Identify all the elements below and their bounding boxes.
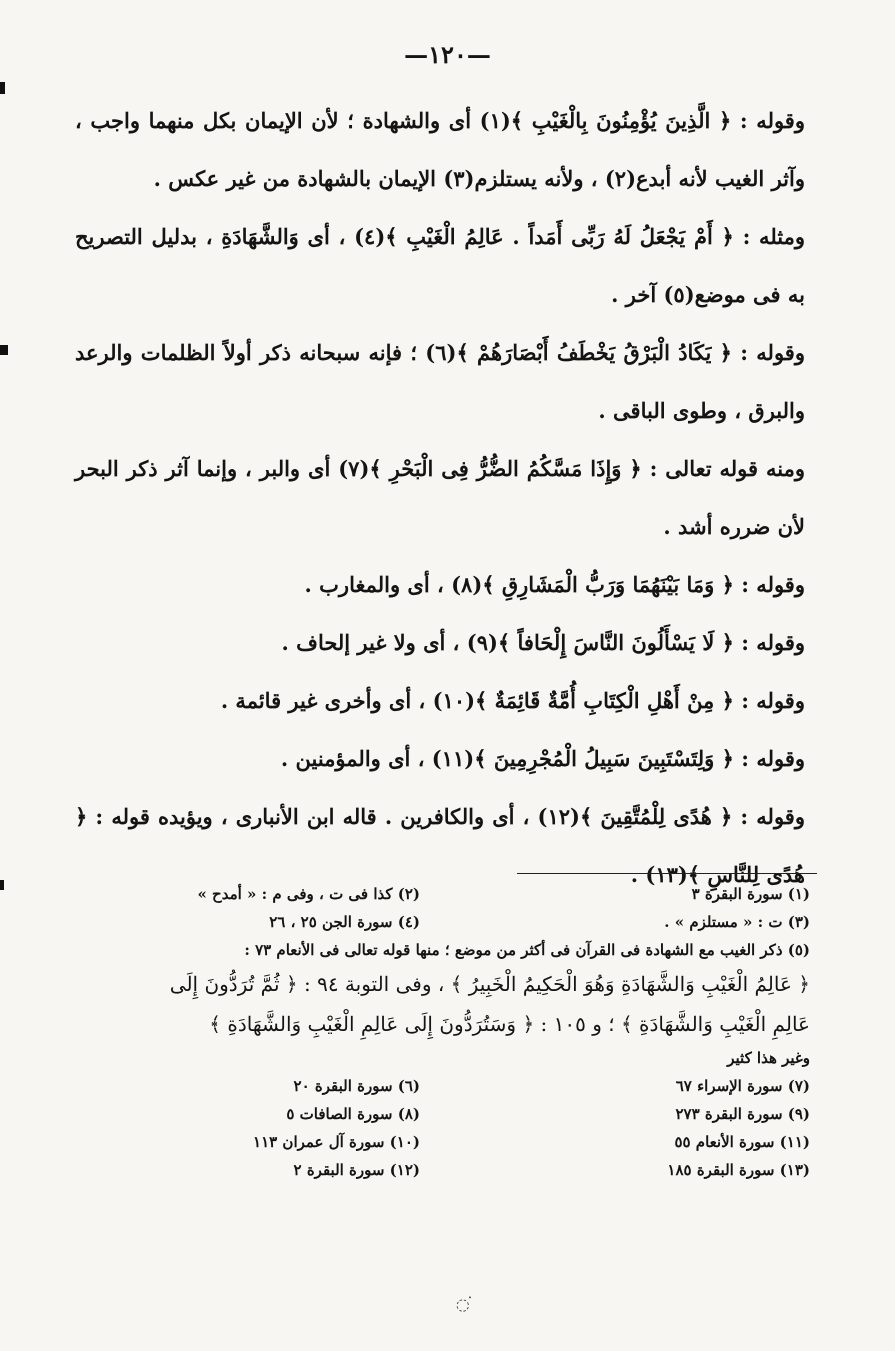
page-number: —١٢٠—: [404, 40, 491, 69]
footnote: (٢) كذا فى ت ، وفى م : « أمدح »: [197, 885, 420, 903]
footnote-verse: ﴿ عَالِمُ الْغَيْبِ وَالشَّهَادَةِ وَهُوَ الْحَكِيمُ الْخَبِيرُ ﴾ ، وفى التوبة ٩٤ : ﴿ ثُمَّ تُرَدُّونَ إِلَى: [169, 972, 810, 996]
footnote: (٤) سورة الجن ٢٥ ، ٢٦: [269, 913, 420, 931]
footnote: (٣) ت : « مستلزم » .: [664, 913, 810, 931]
paragraph: وقوله : ﴿ وَلِتَسْتَبِينَ سَبِيلُ الْمُجْرِمِينَ ﴾(١١) ، أى والمؤمنين .: [280, 746, 805, 771]
scan-edge-mark: [0, 82, 5, 94]
footnote: (٥) ذكر الغيب مع الشهادة فى القرآن فى أكثر من موضع ؛ منها قوله تعالى فى الأنعام ٧٣ :: [244, 941, 810, 959]
footnotes: [70, 880, 810, 1184]
paragraph: وقوله : ﴿ يَكَادُ الْبَرْقُ يَخْطَفُ أَبْصَارَهُمْ ﴾(٦) ؛ فإنه سبحانه ذكر أولاً الظلمات والرعد والبرق ، وطوى الباقى .: [75, 340, 805, 423]
footnote: (١١) سورة الأنعام ٥٥: [674, 1133, 810, 1151]
paragraph: وقوله : ﴿ وَمَا بَيْنَهُمَا وَرَبُّ الْمَشَارِقِ ﴾(٨) ، أى والمغارب .: [304, 572, 805, 597]
library-stamp: ◌ॱ: [452, 1291, 477, 1316]
footnote: (١) سورة البقرة ٣: [691, 885, 810, 903]
paragraph: ومنه قوله تعالى : ﴿ وَإِذَا مَسَّكُمُ الضُّرُّ فِى الْبَحْرِ ﴾(٧) أى والبر ، وإنما آثر ذكر البحر لأن ضرره أشد .: [75, 456, 806, 539]
paragraph: وقوله : ﴿ الَّذِينَ يُؤْمِنُونَ بِالْغَيْبِ ﴾(١) أى والشهادة ؛ لأن الإيمان بكل منهما واجب ، وآثر الغيب لأنه أبدع(٢) ، ولأنه يستلزم(٣) الإيمان بالشهادة من غير عكس .: [75, 108, 805, 191]
paragraph: وقوله : ﴿ لَا يَسْأَلُونَ النَّاسَ إِلْحَافاً ﴾(٩) ، أى ولا غير إلحاف .: [281, 630, 805, 655]
footnote: (٩) سورة البقرة ٢٧٣: [675, 1105, 810, 1123]
footnote: (٧) سورة الإسراء ٦٧: [675, 1077, 810, 1095]
footnote-verse: عَالِمِ الْغَيْبِ وَالشَّهَادَةِ ﴾ ؛ و ١٠٥ : ﴿ وَسَتُرَدُّونَ إِلَى عَالِمِ الْغَيْبِ وَالشَّهَادَةِ ﴾: [209, 1012, 810, 1036]
footnote: (١٢) سورة البقرة ٢: [293, 1161, 420, 1179]
footnote: (٦) سورة البقرة ٢٠: [293, 1077, 420, 1095]
footnote: (١٠) سورة آل عمران ١١٣: [253, 1133, 420, 1151]
paragraph: ومثله : ﴿ أَمْ يَجْعَلُ لَهُ رَبِّى أَمَداً . عَالِمُ الْغَيْبِ ﴾(٤) ، أى وَالشَّهَادَةِ ، بدليل التصريح به فى موضع(٥) آخر .: [75, 224, 805, 307]
footnote-divider: [517, 873, 817, 874]
footnote: (١٣) سورة البقرة ١٨٥: [667, 1161, 810, 1179]
paragraph: وقوله : ﴿ مِنْ أَهْلِ الْكِتَابِ أُمَّةٌ قَائِمَةٌ ﴾(١٠) ، أى وأخرى غير قائمة .: [220, 688, 805, 713]
paragraph: وقوله : ﴿ هُدًى لِلْمُتَّقِينَ ﴾(١٢) ، أى والكافرين . قاله ابن الأنبارى ، ويؤيده قوله : ﴿ هُدًى لِلنَّاسِ ﴾(١٣) .: [75, 804, 805, 887]
scan-edge-mark: [0, 345, 8, 355]
main-text: [75, 92, 805, 904]
footnote: (٨) سورة الصافات ٥: [286, 1105, 420, 1123]
scan-edge-mark: [0, 880, 4, 890]
footnote: وغير هذا كثير: [727, 1049, 810, 1067]
